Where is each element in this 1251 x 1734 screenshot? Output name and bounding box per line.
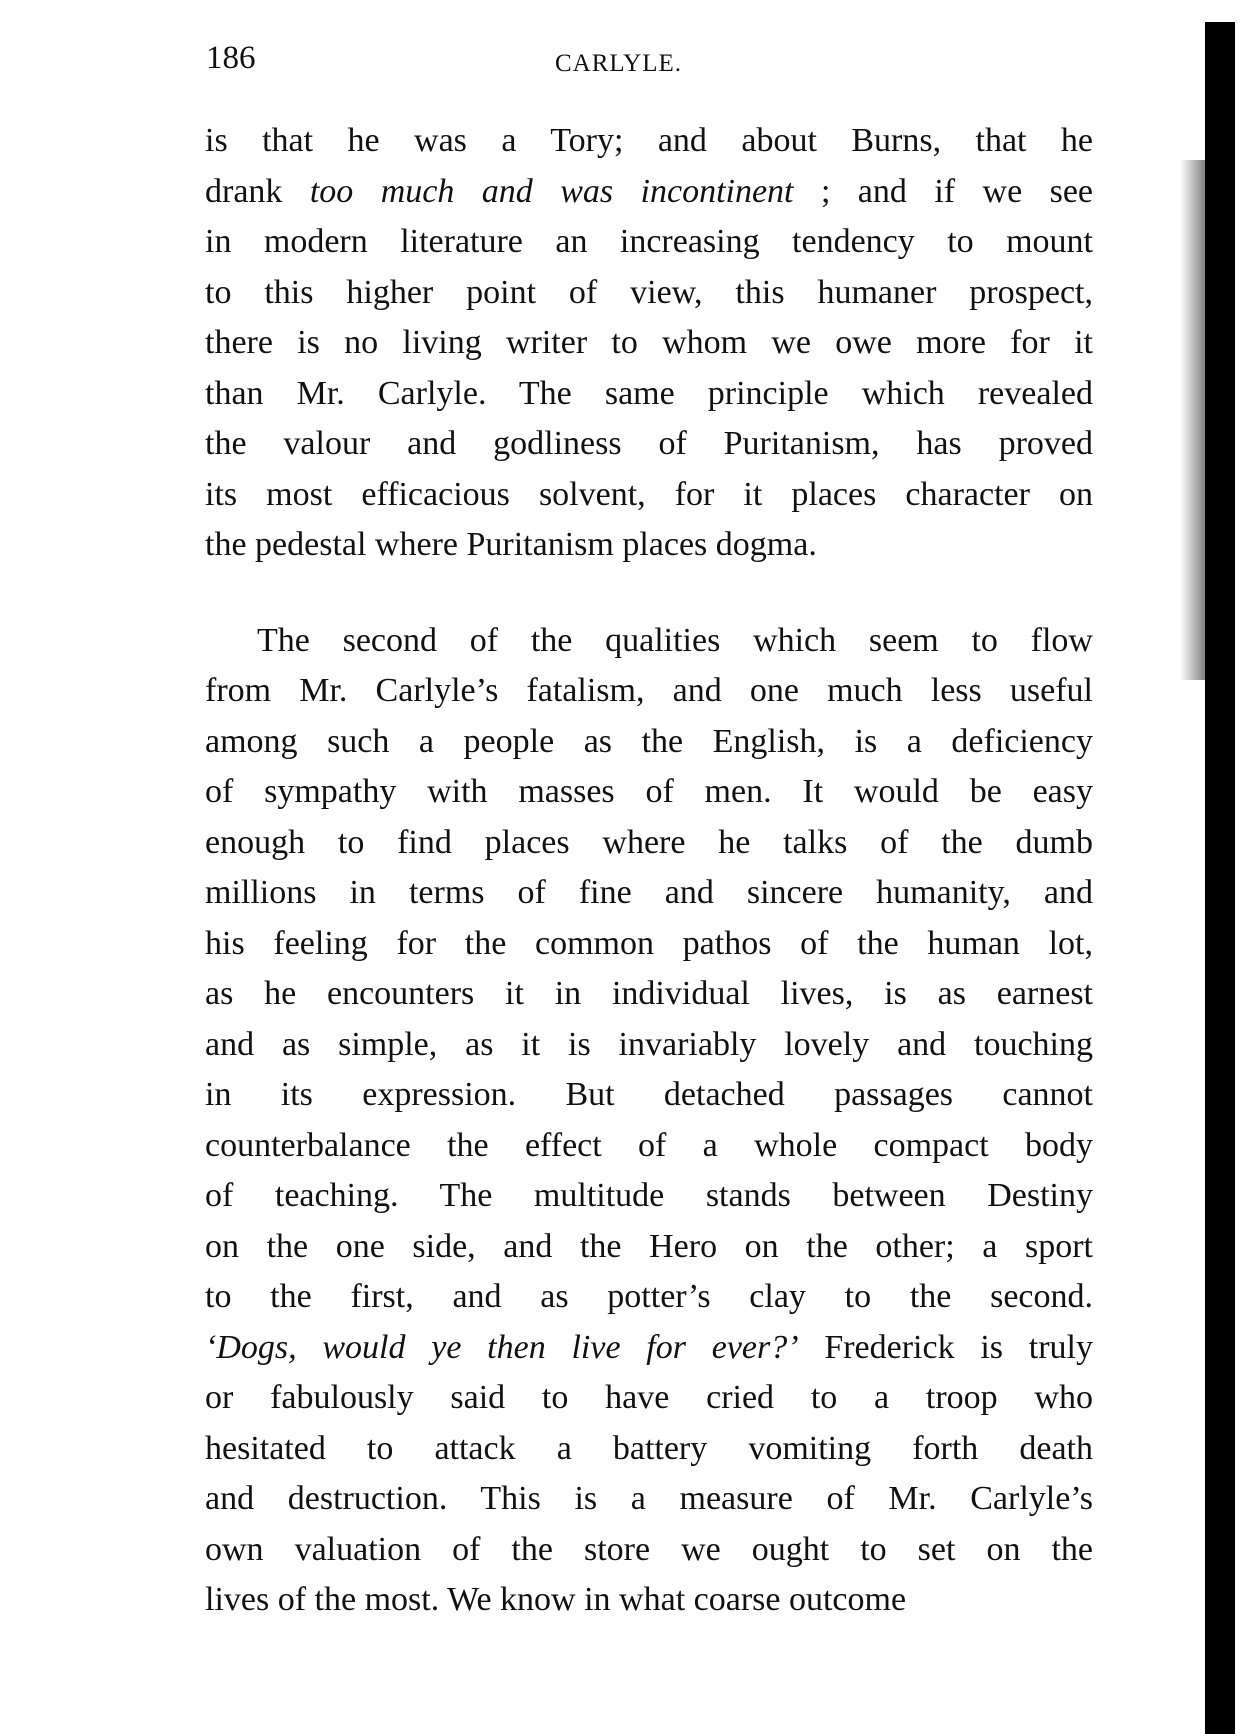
text-segment: in its expression. But detached passages cannot [205, 1076, 1093, 1113]
text-segment: on the one side, and the Hero on the other; a sport [205, 1227, 1093, 1265]
text-segment: among such a people as the English, is a deficiency [205, 722, 1093, 760]
text-line [205, 818, 1093, 869]
text-line [205, 1121, 1093, 1172]
text-segment: is that he was a Tory; and about Burns, that he [205, 122, 1093, 159]
text-segment: and destruction. This is a measure of Mr. Carlyle’s [205, 1480, 1093, 1517]
scan-edge-shadow [1180, 160, 1208, 680]
scan-page-edge [1205, 22, 1235, 1734]
text-line [205, 520, 1093, 571]
text-line [205, 1222, 1093, 1273]
paragraph-gap [205, 571, 1093, 616]
text-line [205, 419, 1093, 470]
text-segment: of sympathy with masses of men. It would be easy [205, 773, 1093, 810]
text-segment: own valuation of the store we ought to set on the [205, 1530, 1093, 1568]
paragraph [205, 616, 1093, 1626]
italic-text: ‘Dogs, would ye then live for ever?’ [205, 1328, 799, 1366]
text-segment: its most efficacious solvent, for it places character on [205, 475, 1093, 513]
text-line [205, 1272, 1093, 1323]
page-number: 186 [206, 40, 256, 76]
text-segment: the valour and godliness of Puritanism, has proved [205, 425, 1093, 462]
text-line [205, 167, 1093, 218]
text-line [205, 1020, 1093, 1071]
text-line [205, 217, 1093, 268]
text-line [205, 1424, 1093, 1475]
text-segment: hesitated to attack a battery vomiting forth death [205, 1429, 1093, 1467]
text-segment: millions in terms of fine and sincere humanity, and [205, 874, 1093, 911]
text-line [205, 268, 1093, 319]
text-segment: of teaching. The multitude stands between Destiny [205, 1177, 1093, 1214]
text-line [205, 1323, 1093, 1374]
text-segment: his feeling for the common pathos of the human lot, [205, 924, 1093, 962]
text-line [205, 1575, 1093, 1626]
text-segment: enough to find places where he talks of the dumb [205, 823, 1093, 861]
text-segment: to this higher point of view, this humaner prospect, [205, 273, 1093, 311]
text-line [205, 666, 1093, 717]
page-body [205, 116, 1093, 1626]
text-line [205, 116, 1093, 167]
text-line [205, 1070, 1093, 1121]
text-line [205, 369, 1093, 420]
text-segment: there is no living writer to whom we owe more for it [205, 324, 1093, 361]
text-line [205, 1525, 1093, 1576]
text-segment: to the first, and as potter’s clay to the second. [205, 1278, 1093, 1315]
text-segment: lives of the most. We know in what coarse outcome [205, 1581, 907, 1618]
text-segment: Frederick is truly [798, 1328, 1093, 1366]
text-segment: drank [205, 172, 310, 210]
text-line [205, 470, 1093, 521]
text-line [205, 1373, 1093, 1424]
running-head: CARLYLE. [555, 50, 683, 77]
text-line [205, 1171, 1093, 1222]
text-line [205, 919, 1093, 970]
text-segment: counterbalance the effect of a whole compact body [205, 1126, 1093, 1164]
text-line [205, 868, 1093, 919]
text-segment: The second of the qualities which seem to flow [257, 621, 1093, 659]
text-line [205, 318, 1093, 369]
text-segment: than Mr. Carlyle. The same principle which revealed [205, 374, 1093, 412]
text-segment: from Mr. Carlyle’s fatalism, and one much less useful [205, 672, 1093, 709]
italic-text: too much and was incontinent [309, 172, 794, 210]
text-segment: as he encounters it in individual lives, is as earnest [205, 975, 1093, 1012]
text-segment: or fabulously said to have cried to a troop who [205, 1379, 1093, 1416]
text-segment: and as simple, as it is invariably lovely and touching [205, 1025, 1093, 1063]
paragraph [205, 116, 1093, 571]
text-line [205, 767, 1093, 818]
text-segment: in modern literature an increasing tendency to mount [205, 223, 1093, 260]
text-line [205, 717, 1093, 768]
text-line [205, 969, 1093, 1020]
text-line [205, 1474, 1093, 1525]
text-segment: the pedestal where Puritanism places dogma. [205, 526, 817, 563]
text-line [205, 616, 1093, 667]
text-segment: ; and if we see [793, 172, 1093, 210]
